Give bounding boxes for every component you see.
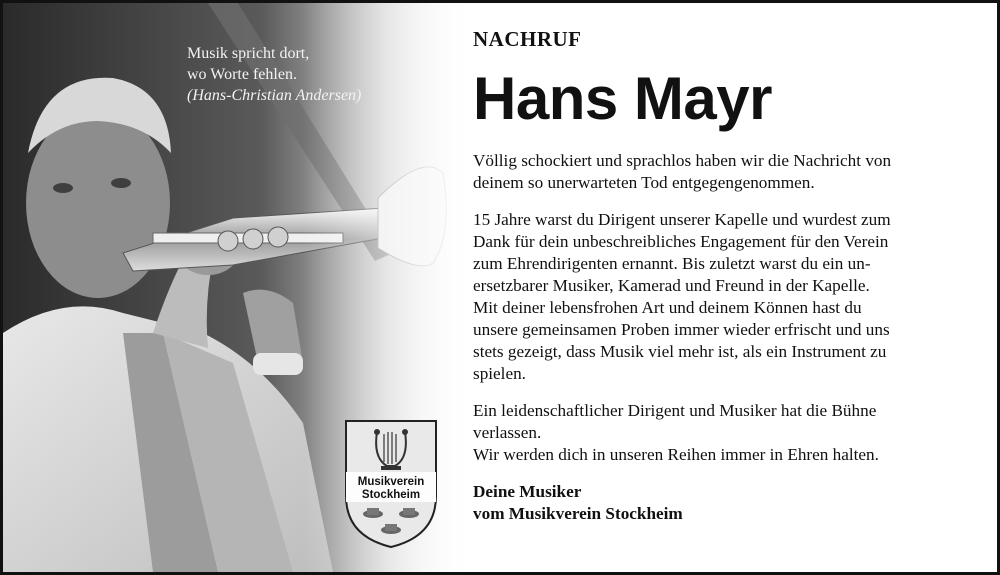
paragraph-2-line: 15 Jahre warst du Dirigent unserer Kapelle und wurdest zum [473,210,891,229]
paragraph-3 [473,400,973,466]
paragraph-3-line: Wir werden dich in unseren Reihen immer in Ehren halten. [473,445,879,464]
paragraph-2-line: stets gezeigt, dass Musik viel mehr ist, als ein Instrument zu [473,342,887,361]
obituary-text [473,27,973,525]
signature-line-2: vom Musikverein Stockheim [473,504,683,523]
musikverein-crest-icon [343,418,439,550]
quote-author: (Hans-Christian Andersen) [187,87,362,104]
heading-nachruf: NACHRUF [473,27,582,51]
quote-line-1: Musik spricht dort, [187,45,310,62]
paragraph-2 [473,209,973,385]
crest-text-line-2: Stockheim [361,489,421,501]
paragraph-2-line: ersetzbarer Musiker, Kamerad und Freund in der Kapelle. [473,276,870,295]
paragraph-1-line: deinem so unerwarteten Tod entgegengenommen. [473,173,815,192]
paragraph-2-line: unsere gemeinsamen Proben immer wieder erfrischt und uns [473,320,890,339]
paragraph-2-line: Dank für dein unbeschreibliches Engagement für den Verein [473,232,889,251]
paragraph-2-line: Mit deiner lebensfrohen Art und deinem Können hast du [473,298,862,317]
paragraph-3-line: Ein leidenschaftlicher Dirigent und Musiker hat die Bühne [473,401,877,420]
quote [187,43,361,106]
quote-line-2: wo Worte fehlen. [187,66,297,83]
crest-text-line-1: Musikverein [357,476,425,488]
signature-line-1: Deine Musiker [473,482,582,501]
deceased-name: Hans Mayr [473,65,772,132]
signature [473,481,973,525]
paragraph-2-line: zum Ehrendirigenten ernannt. Bis zuletzt warst du ein un- [473,254,871,273]
paragraph-2-line: spielen. [473,364,526,383]
paragraph-1 [473,150,973,194]
paragraph-3-line: verlassen. [473,423,542,442]
paragraph-1-line: Völlig schockiert und sprachlos haben wir die Nachricht von [473,151,892,170]
